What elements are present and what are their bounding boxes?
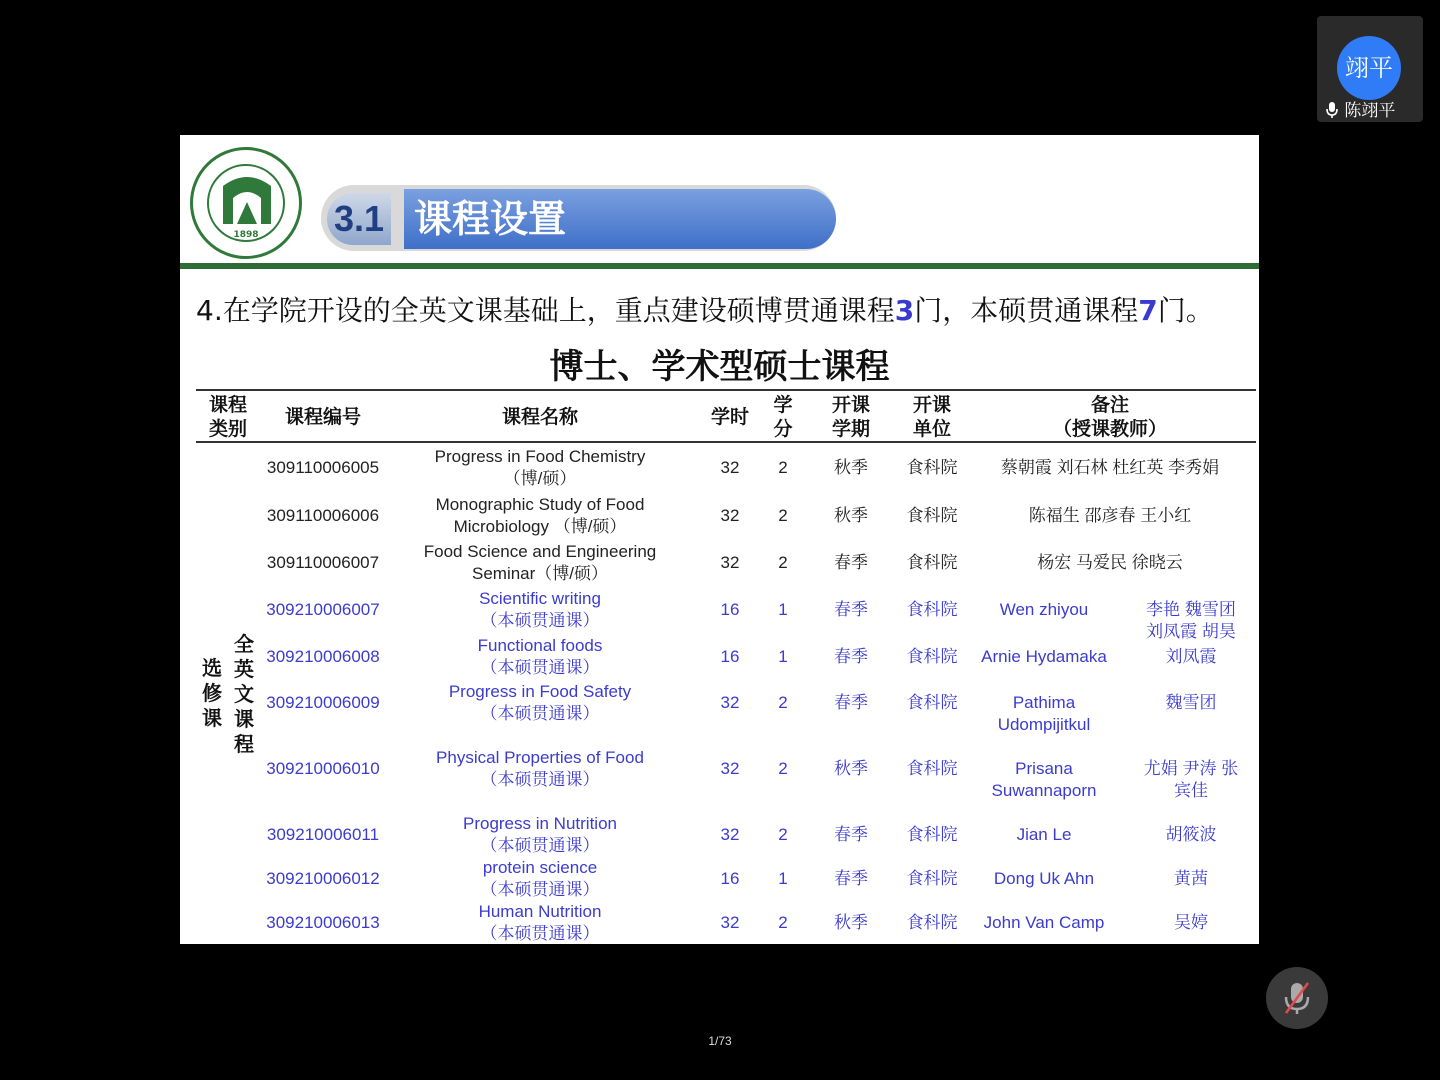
course-unit: 食科院	[906, 506, 958, 525]
course-name: Scientific writing （本硕贯通课）	[479, 589, 601, 630]
presentation-slide	[180, 135, 1259, 944]
course-hours: 32	[720, 458, 740, 477]
course-teacher: 魏雪团	[1165, 693, 1217, 712]
header-category: 课程 类别	[208, 394, 247, 440]
course-term: 春季	[834, 693, 868, 712]
course-unit: 食科院	[906, 913, 958, 932]
course-foreign-teacher: Jian Le	[1016, 825, 1072, 844]
course-credits: 1	[778, 600, 788, 619]
header-hours: 学时	[710, 406, 749, 428]
course-foreign-teacher: Pathima Udompijitkul	[997, 693, 1091, 734]
course-name: Food Science and Engineering Seminar（博/硕）	[423, 542, 657, 583]
course-foreign-teacher: John Van Camp	[983, 913, 1105, 932]
course-credits: 2	[778, 825, 788, 844]
course-unit: 食科院	[906, 647, 958, 666]
logo-year: 1898	[233, 230, 259, 240]
headline-count-2: 7	[1138, 294, 1158, 327]
category-english: 全 英 文 课 程	[234, 632, 254, 756]
course-term: 秋季	[834, 913, 868, 932]
header-name: 课程名称	[501, 406, 578, 428]
header-remarks: 备注 （授课教师）	[1052, 394, 1167, 440]
slide-headline	[196, 289, 1214, 329]
course-teacher: 黄茜	[1174, 869, 1208, 888]
course-teacher: 李艳 魏雪团 刘凤霞 胡昊	[1146, 600, 1236, 641]
course-term: 秋季	[834, 458, 868, 477]
course-teacher: 尤娟 尹涛 张宾佳	[1143, 759, 1239, 800]
headline-suffix: 门。	[1157, 294, 1214, 327]
course-foreign-teacher: Dong Uk Ahn	[993, 869, 1095, 888]
course-hours: 32	[720, 759, 740, 778]
participant-name-label	[1325, 96, 1395, 121]
course-teacher: 吴婷	[1174, 913, 1208, 932]
course-credits: 2	[778, 506, 788, 525]
course-term: 春季	[834, 553, 868, 572]
header-credits: 学 分	[773, 394, 793, 440]
course-unit: 食科院	[906, 759, 958, 778]
course-hours: 32	[720, 825, 740, 844]
page-indicator: 1/73	[708, 1034, 732, 1048]
course-credits: 2	[778, 759, 788, 778]
header-code: 课程编号	[284, 406, 361, 428]
course-name: protein science （本硕贯通课）	[480, 858, 600, 899]
microphone-muted-icon	[1266, 967, 1328, 1029]
course-name: Progress in Nutrition （本硕贯通课）	[462, 814, 617, 855]
course-teacher: 杨宏 马爱民 徐晓云	[1037, 553, 1183, 572]
course-foreign-teacher: Arnie Hydamaka	[981, 647, 1107, 666]
course-foreign-teacher: Prisana Suwannaporn	[991, 759, 1097, 800]
course-credits: 1	[778, 647, 788, 666]
participant-tile[interactable]	[1317, 16, 1423, 122]
course-hours: 32	[720, 553, 740, 572]
course-teacher: 陈福生 邵彦春 王小红	[1028, 506, 1192, 525]
logo-emblem-icon	[217, 172, 277, 228]
course-credits: 1	[778, 869, 788, 888]
course-code: 309110006005	[266, 458, 380, 477]
course-term: 春季	[834, 600, 868, 619]
course-name: Monographic Study of Food Microbiology （博/硕）	[435, 495, 645, 536]
course-hours: 16	[720, 869, 740, 888]
course-term: 春季	[834, 647, 868, 666]
course-name: Functional foods （本硕贯通课）	[477, 636, 603, 677]
course-code: 309210006008	[266, 647, 380, 666]
course-hours: 16	[720, 647, 740, 666]
course-name: Physical Properties of Food （本硕贯通课）	[436, 748, 644, 789]
header-divider	[180, 263, 1259, 269]
mute-toggle-button[interactable]	[1266, 967, 1328, 1029]
course-code: 309210006013	[266, 913, 380, 932]
participant-name: 陈翊平	[1344, 101, 1396, 121]
avatar: 翊平	[1337, 36, 1401, 100]
course-teacher: 胡筱波	[1165, 825, 1217, 844]
course-unit: 食科院	[906, 869, 958, 888]
table-top-rule	[196, 389, 1256, 391]
course-teacher: 刘凤霞	[1165, 647, 1217, 666]
course-hours: 32	[720, 913, 740, 932]
course-term: 秋季	[834, 506, 868, 525]
course-hours: 32	[720, 693, 740, 712]
course-credits: 2	[778, 458, 788, 477]
microphone-icon	[1325, 101, 1339, 119]
course-term: 春季	[834, 825, 868, 844]
course-credits: 2	[778, 693, 788, 712]
course-teacher: 蔡朝霞 刘石林 杜红英 李秀娟	[1000, 458, 1220, 477]
course-foreign-teacher: Wen zhiyou	[999, 600, 1089, 619]
course-unit: 食科院	[906, 600, 958, 619]
course-code: 309210006007	[266, 600, 380, 619]
header-unit: 开课 单位	[912, 394, 951, 440]
course-code: 309210006009	[266, 693, 380, 712]
course-name: Progress in Food Safety （本硕贯通课）	[448, 682, 632, 723]
course-name: Human Nutrition （本硕贯通课）	[478, 902, 602, 943]
course-code: 309210006011	[266, 825, 380, 844]
category-elective: 选 修 课	[202, 656, 222, 730]
course-term: 春季	[834, 869, 868, 888]
headline-mid: 门，本硕贯通课程	[914, 294, 1139, 327]
course-term: 秋季	[834, 759, 868, 778]
course-unit: 食科院	[906, 458, 958, 477]
course-code: 309110006006	[266, 506, 380, 525]
course-code: 309210006012	[266, 869, 380, 888]
course-unit: 食科院	[906, 825, 958, 844]
university-logo	[190, 147, 302, 259]
section-title: 课程设置	[404, 189, 836, 249]
course-unit: 食科院	[906, 693, 958, 712]
section-number: 3.1	[327, 193, 391, 245]
headline-count-1: 3	[894, 294, 915, 327]
course-credits: 2	[778, 553, 788, 572]
course-name: Progress in Food Chemistry （博/硕）	[434, 447, 646, 488]
course-credits: 2	[778, 913, 788, 932]
course-code: 309210006010	[266, 759, 380, 778]
table-title: 博士、学术型硕士课程	[549, 347, 890, 387]
header-term: 开课 学期	[831, 394, 870, 440]
table-header-rule	[196, 441, 1256, 443]
course-unit: 食科院	[906, 553, 958, 572]
headline-prefix: 4.在学院开设的全英文课基础上，重点建设硕博贯通课程	[196, 294, 895, 327]
course-hours: 32	[720, 506, 740, 525]
course-hours: 16	[720, 600, 740, 619]
course-code: 309110006007	[266, 553, 380, 572]
